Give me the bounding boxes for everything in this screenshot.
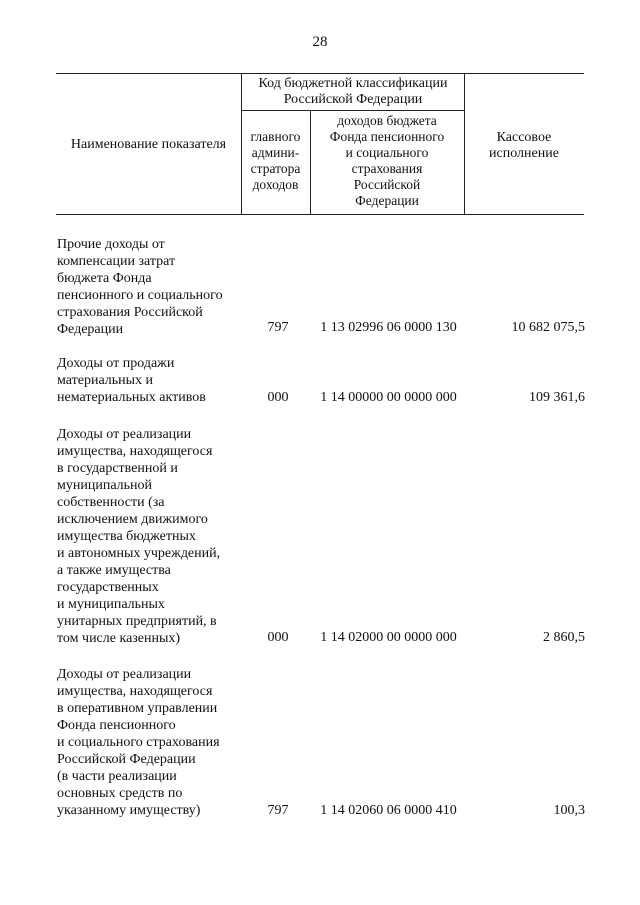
row-admin-code: 000 [267, 390, 289, 405]
header-bottom-border [56, 214, 584, 215]
row-budget-code: 1 14 00000 00 0000 000 [320, 390, 457, 405]
header-budget-code: Код бюджетной классификации Российской Федерации [258, 76, 448, 107]
row-budget-code: 1 14 02000 00 0000 000 [320, 630, 457, 645]
row-budget-code: 1 13 02996 06 0000 130 [320, 320, 457, 335]
row-admin-code: 797 [267, 320, 289, 335]
header-indicator: Наименование показателя [70, 137, 227, 152]
row-amount: 100,3 [553, 803, 585, 818]
row-amount: 10 682 075,5 [511, 320, 585, 335]
header-execution: Кассовое исполнение [489, 130, 559, 161]
row-budget-code: 1 14 02060 06 0000 410 [320, 803, 457, 818]
header-chief-admin: главного админи- стратора доходов [250, 129, 301, 192]
group-underline [241, 110, 465, 111]
row-amount: 2 860,5 [543, 630, 585, 645]
header-top-border [56, 73, 584, 74]
row-amount: 109 361,6 [529, 390, 585, 405]
row-admin-code: 797 [267, 803, 289, 818]
header-fund-revenue: доходов бюджета Фонда пенсионного и социального страхования Российской Федерации [329, 113, 445, 208]
row-name: Доходы от продажи материальных и нематериальных активов [57, 356, 206, 405]
row-admin-code: 000 [267, 630, 289, 645]
page-number: 28 [312, 34, 328, 50]
row-name: Прочие доходы от компенсации затрат бюджета Фонда пенсионного и социального страхования Российской Федерации [57, 237, 223, 337]
row-name: Доходы от реализации имущества, находящегося в государственной и муниципальной собственности (за исключением движимого имущества бюджетных и автономных учреждений, а также имущества государственных и муниципальных унитарных предприятий, в том числе казенных) [57, 427, 221, 646]
row-name: Доходы от реализации имущества, находящегося в оперативном управлении Фонда пенсионного и социального страхования Российской Федерации (в части реализации основных средств по указанному имуществу) [57, 667, 220, 818]
